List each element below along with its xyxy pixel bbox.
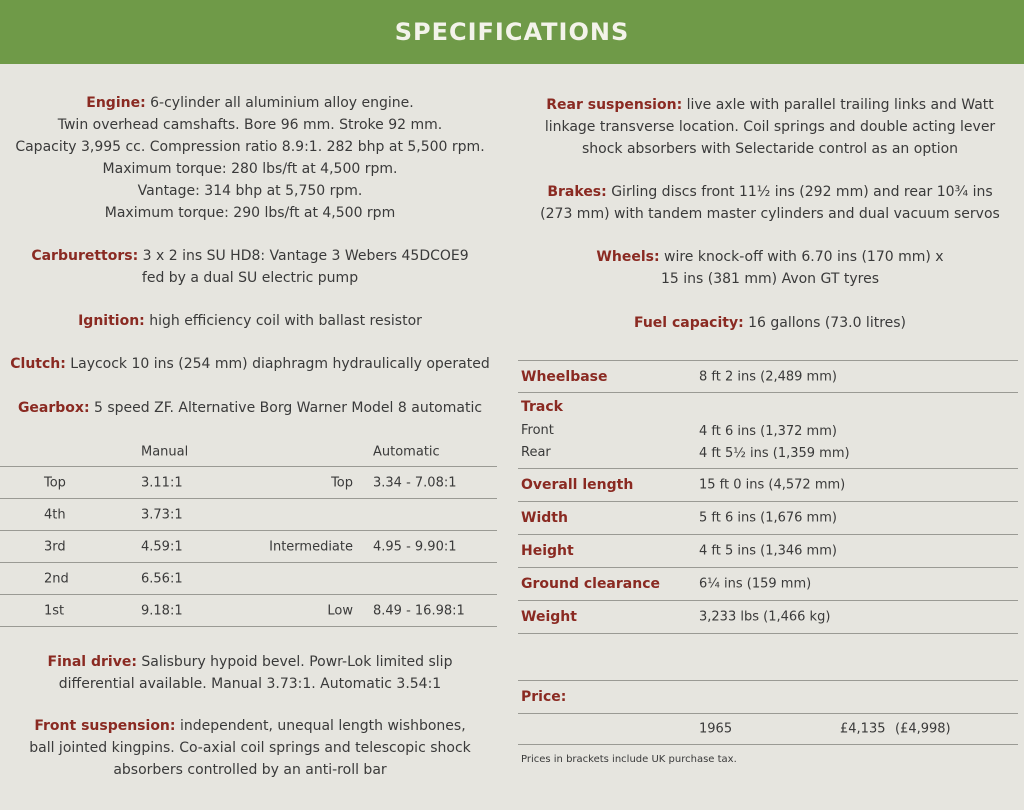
fuel-capacity-section: [520, 312, 1020, 334]
automatic-header: Automatic: [373, 444, 440, 460]
wheels-section: [520, 246, 1020, 290]
table-divider: [518, 633, 1018, 634]
brakes-line-2: (273 mm) with tandem master cylinders and dual vacuum servos: [540, 206, 1000, 222]
page-title: SPECIFICATIONS: [394, 18, 630, 46]
track-rear-label: Rear: [521, 445, 551, 460]
final-drive-section: [0, 651, 500, 695]
engine-line: Twin overhead camshafts. Bore 96 mm. Stroke 92 mm.: [57, 117, 443, 133]
wheels-label: Wheels:: [596, 249, 660, 265]
fuel-capacity-label: Fuel capacity:: [633, 315, 744, 331]
dimension-label: Overall length: [521, 477, 634, 493]
table-row: [0, 467, 497, 499]
table-row: [518, 567, 1018, 600]
dimension-label: Ground clearance: [521, 576, 660, 592]
brakes-line-1: [520, 181, 1020, 203]
front-suspension-label: Front suspension:: [34, 718, 176, 734]
manual-ratio-cell: 4.59:1: [141, 539, 183, 554]
carburettors-text: 3 x 2 ins SU HD8: Vantage 3 Webers 45DCOE9: [138, 248, 469, 264]
manual-ratio-cell: 9.18:1: [141, 603, 183, 618]
manual-ratio-cell: 3.73:1: [141, 507, 183, 522]
manual-ratio-cell: 6.56:1: [141, 571, 183, 586]
gear-table-header: [0, 438, 497, 467]
fuel-capacity-text: 16 gallons (73.0 litres): [743, 315, 907, 331]
track-label: Track: [521, 399, 563, 415]
price-label-row: [518, 680, 1018, 713]
gear-cell: 2nd: [44, 571, 69, 586]
wheels-line-1: [520, 246, 1020, 268]
auto-gear-cell: Low: [327, 603, 353, 618]
table-row: [0, 499, 497, 531]
price-year: 1965: [699, 721, 733, 737]
engine-section: [0, 92, 500, 224]
price-footnote: Prices in brackets include UK purchase tax.: [521, 754, 737, 765]
final-drive-line-2: differential available. Manual 3.73:1. Automatic 3.54:1: [58, 676, 442, 692]
engine-line-1: [0, 92, 500, 114]
table-row: [518, 360, 1018, 392]
carburettors-line-2: fed by a dual SU electric pump: [141, 270, 359, 286]
engine-line: Vantage: 314 bhp at 5,750 rpm.: [137, 183, 363, 199]
manual-ratio-cell: 3.11:1: [141, 475, 183, 490]
table-row: [518, 713, 1018, 745]
rear-suspension-line-3: shock absorbers with Selectaride control as an option: [581, 141, 959, 157]
dimensions-table: [518, 360, 1018, 634]
gearbox-section: [0, 397, 500, 419]
table-row: [518, 468, 1018, 501]
engine-line: Maximum torque: 290 lbs/ft at 4,500 rpm: [104, 205, 396, 221]
table-row: [518, 501, 1018, 534]
table-row: [518, 534, 1018, 567]
auto-ratio-cell: 4.95 - 9.90:1: [373, 539, 457, 554]
ignition-section: [0, 310, 500, 332]
fuel-capacity-line: [520, 312, 1020, 334]
rear-suspension-text: live axle with parallel trailing links and Watt: [682, 97, 994, 113]
front-suspension-line-2: ball jointed kingpins. Co-axial coil springs and telescopic shock: [29, 740, 471, 756]
ignition-line: [0, 310, 500, 332]
price-section: [518, 680, 1018, 765]
title-banner: [0, 0, 1024, 64]
wheels-line-2: 15 ins (381 mm) Avon GT tyres: [660, 271, 879, 287]
table-row: [518, 600, 1018, 633]
dimension-value: 15 ft 0 ins (4,572 mm): [699, 477, 846, 493]
front-suspension-section: [0, 715, 500, 781]
dimension-value: 6¼ ins (159 mm): [699, 576, 812, 592]
rear-suspension-line-2: linkage transverse location. Coil springs and double acting lever: [544, 119, 996, 135]
engine-line: Maximum torque: 280 lbs/ft at 4,500 rpm.: [102, 161, 398, 177]
clutch-label: Clutch:: [10, 356, 66, 372]
track-front-label: Front: [521, 423, 554, 438]
dimension-label: Height: [521, 543, 574, 559]
auto-ratio-cell: 8.49 - 16.98:1: [373, 603, 465, 618]
price-amount: £4,135: [840, 721, 886, 737]
manual-header: Manual: [141, 444, 189, 460]
rear-suspension-line-1: [520, 94, 1020, 116]
final-drive-text: Salisbury hypoid bevel. Powr-Lok limited slip: [136, 654, 453, 670]
brakes-label: Brakes:: [547, 184, 607, 200]
front-suspension-text: independent, unequal length wishbones,: [175, 718, 466, 734]
auto-gear-cell: Intermediate: [269, 539, 353, 554]
gear-cell: Top: [44, 475, 66, 490]
gearbox-label: Gearbox:: [17, 400, 90, 416]
final-drive-label: Final drive:: [47, 654, 137, 670]
gearbox-line: [0, 397, 500, 419]
price-with-tax: (£4,998): [895, 721, 951, 737]
auto-ratio-cell: 3.34 - 7.08:1: [373, 475, 457, 490]
dimension-label: Width: [521, 510, 568, 526]
rear-suspension-label: Rear suspension:: [546, 97, 683, 113]
price-label: Price:: [521, 689, 567, 705]
front-suspension-line-1: [0, 715, 500, 737]
engine-line: Capacity 3,995 cc. Compression ratio 8.9:1. 282 bhp at 5,500 rpm.: [15, 139, 485, 155]
wheels-text: wire knock-off with 6.70 ins (170 mm) x: [659, 249, 944, 265]
brakes-section: [520, 181, 1020, 225]
wheelbase-value: 8 ft 2 ins (2,489 mm): [699, 369, 837, 384]
track-rear-value: 4 ft 5½ ins (1,359 mm): [699, 446, 850, 461]
track-front-value: 4 ft 6 ins (1,372 mm): [699, 424, 837, 439]
final-drive-line-1: [0, 651, 500, 673]
engine-label: Engine:: [86, 95, 146, 111]
table-row: [0, 595, 497, 627]
gear-cell: 3rd: [44, 539, 66, 554]
ignition-label: Ignition:: [78, 313, 145, 329]
front-suspension-line-3: absorbers controlled by an anti-roll bar: [113, 762, 387, 778]
table-row: [0, 563, 497, 595]
dimension-value: 5 ft 6 ins (1,676 mm): [699, 510, 837, 526]
carburettors-section: [0, 245, 500, 289]
wheelbase-label: Wheelbase: [521, 368, 608, 385]
gearbox-text: 5 speed ZF. Alternative Borg Warner Model 8 automatic: [89, 400, 483, 416]
gear-cell: 4th: [44, 507, 66, 522]
gear-ratio-table: [0, 438, 497, 627]
ignition-text: high efficiency coil with ballast resistor: [144, 313, 422, 329]
table-row: [0, 531, 497, 563]
carburettors-label: Carburettors:: [31, 248, 139, 264]
gear-cell: 1st: [44, 603, 65, 618]
dimension-value: 3,233 lbs (1,466 kg): [699, 609, 831, 625]
clutch-section: [0, 353, 500, 375]
engine-text: 6-cylinder all aluminium alloy engine.: [145, 95, 414, 111]
rear-suspension-section: [520, 94, 1020, 160]
carburettors-line-1: [0, 245, 500, 267]
dimension-label: Weight: [521, 609, 577, 625]
dimension-value: 4 ft 5 ins (1,346 mm): [699, 543, 837, 559]
brakes-text: Girling discs front 11½ ins (292 mm) and rear 10¾ ins: [606, 184, 993, 200]
clutch-line: [0, 353, 500, 375]
clutch-text: Laycock 10 ins (254 mm) diaphragm hydraulically operated: [65, 356, 490, 372]
table-row: [518, 392, 1018, 468]
auto-gear-cell: Top: [331, 475, 353, 490]
